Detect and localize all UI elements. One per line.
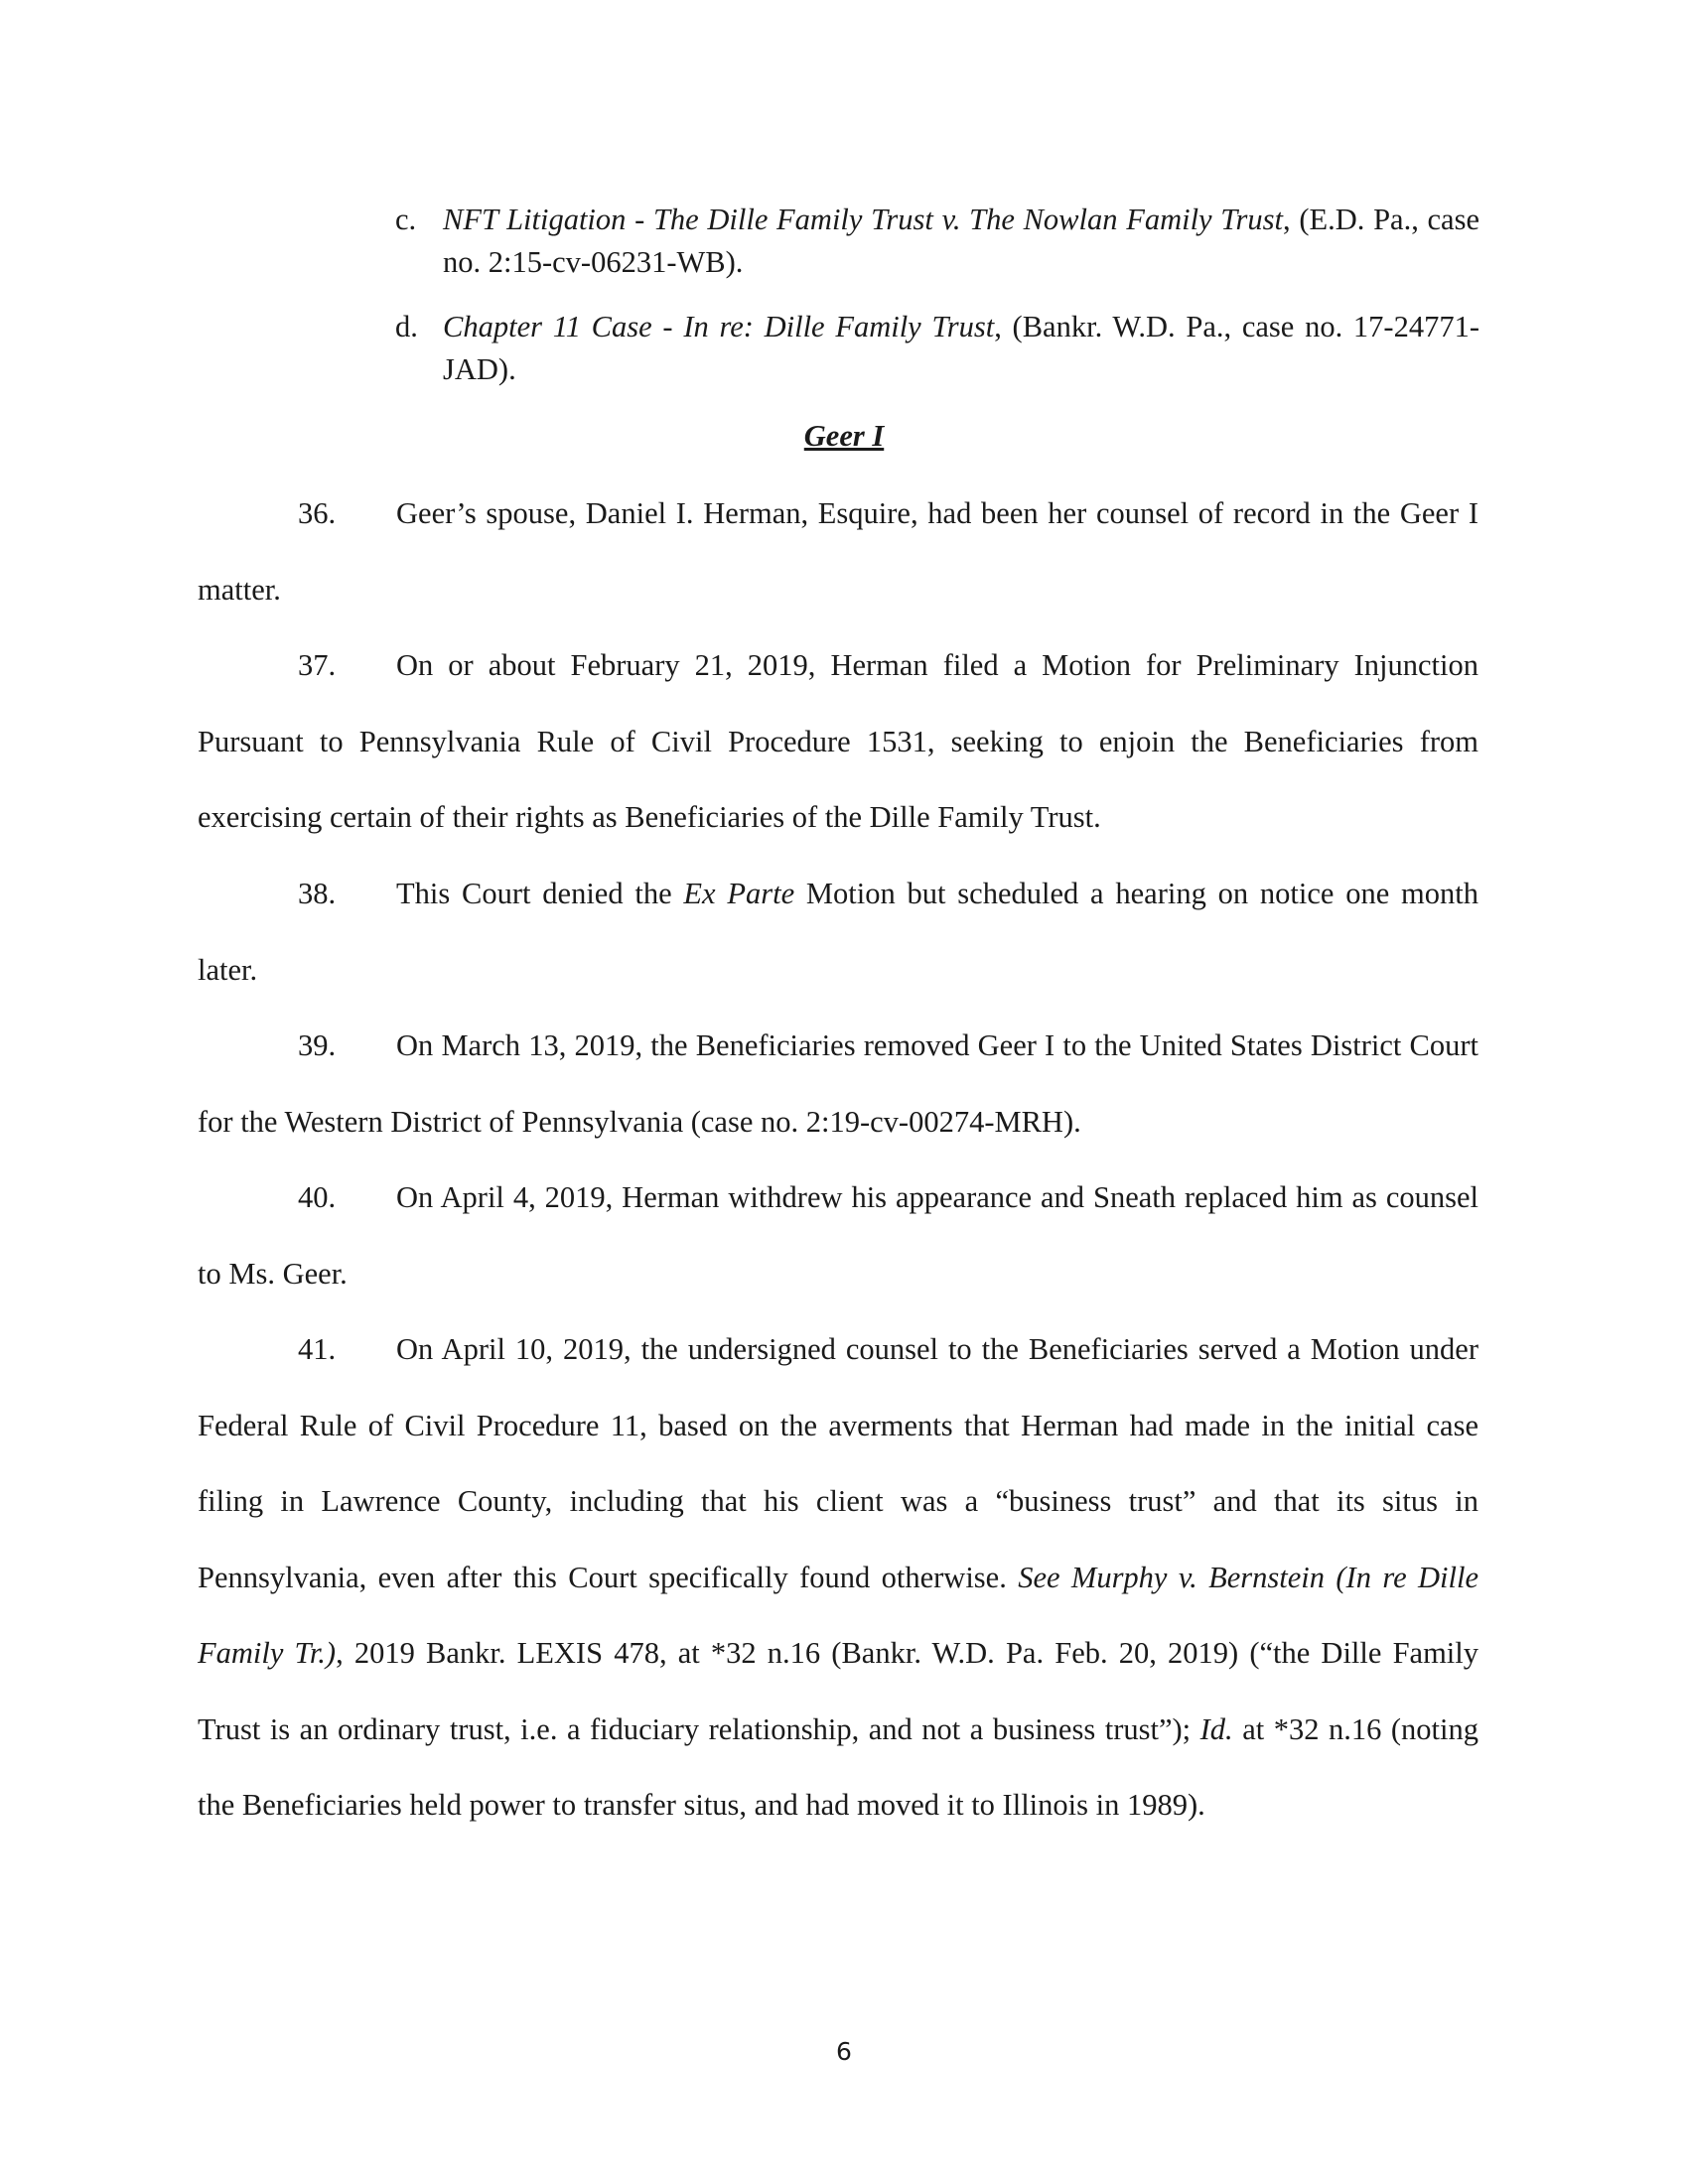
section-heading: Geer I <box>803 419 885 453</box>
paragraph-number: 37. <box>298 648 337 682</box>
list-item-c <box>395 199 1479 284</box>
case-title: In re: Dille Family Trust <box>683 310 995 343</box>
case-citation: , (Bankr. W.D. Pa., case no. 17-24771-JAD). <box>443 310 1479 386</box>
paragraph-text: On March 13, 2019, the Beneficiaries removed Geer I to the United States District Court for the Western District of Pennsylvania (case no. 2:19-cv-00274-MRH). <box>198 1028 1478 1139</box>
paragraph-text: On or about February 21, 2019, Herman filed a Motion for Preliminary Injunction Pursuant to Pennsylvania Rule of Civil Procedure 1531, seeking to enjoin the Beneficiaries from exercising certain of their rights as Beneficiaries of the Dille Family Trust. <box>198 648 1478 834</box>
italic-term: Ex Parte <box>683 877 795 910</box>
paragraph-number: 40. <box>298 1180 337 1214</box>
case-citation-italic: See Murphy v. Bernstein (In re Dille Family Tr.) <box>198 1560 1478 1670</box>
paragraph-41 <box>198 1311 1478 1843</box>
list-marker: c. <box>395 203 417 236</box>
list-body <box>443 306 1479 391</box>
list-item-d <box>395 306 1479 391</box>
list-body <box>443 199 1479 284</box>
paragraph-text: This Court denied the <box>396 877 684 910</box>
id-citation: Id. <box>1199 1711 1233 1746</box>
paragraph-39 <box>198 1008 1478 1160</box>
case-citation: , (E.D. Pa., case no. 2:15-cv-06231-WB). <box>443 203 1480 279</box>
paragraph-text: , 2019 Bankr. LEXIS 478, at *32 n.16 (Bankr. W.D. Pa. Feb. 20, 2019) (“the Dille Family Trust is an ordinary trust, i.e. a fiduciary relationship, and not a business trust”); <box>198 1636 1478 1746</box>
paragraph-text: On April 4, 2019, Herman withdrew his appearance and Sneath replaced him as counsel to Ms. Geer. <box>198 1180 1478 1291</box>
paragraph-37 <box>198 627 1478 856</box>
paragraph-36 <box>198 476 1478 627</box>
paragraph-38 <box>198 856 1478 1008</box>
paragraph-number: 41. <box>298 1332 337 1366</box>
paragraph-number: 39. <box>298 1028 337 1062</box>
paragraph-text: Geer’s spouse, Daniel I. Herman, Esquire, had been her counsel of record in the Geer I matter. <box>198 496 1478 607</box>
paragraph-text: Motion but scheduled a hearing on notice one month later. <box>198 877 1478 987</box>
paragraph-40 <box>198 1160 1478 1311</box>
page-number: 6 <box>836 2037 852 2066</box>
paragraph-number: 36. <box>298 496 337 530</box>
paragraph-text: On April 10, 2019, the undersigned counsel to the Beneficiaries served a Motion under Federal Rule of Civil Procedure 11, based on the averments that Herman had made in the initial case filing in Lawrence County, including that his client was a “business trust” and that its situs in Pennsylvania, even after this Court specifically found otherwise. <box>198 1332 1478 1594</box>
case-title: NFT Litigation - The Dille Family Trust v. The Nowlan Family Trust <box>443 203 1284 236</box>
list-marker: d. <box>395 310 418 343</box>
paragraph-number: 38. <box>298 877 337 910</box>
separator: - <box>651 310 684 343</box>
paragraph-text: at *32 n.16 (noting the Beneficiaries held power to transfer situs, and had moved it to Illinois in 1989). <box>198 1711 1478 1822</box>
case-label: Chapter 11 Case <box>443 310 652 343</box>
